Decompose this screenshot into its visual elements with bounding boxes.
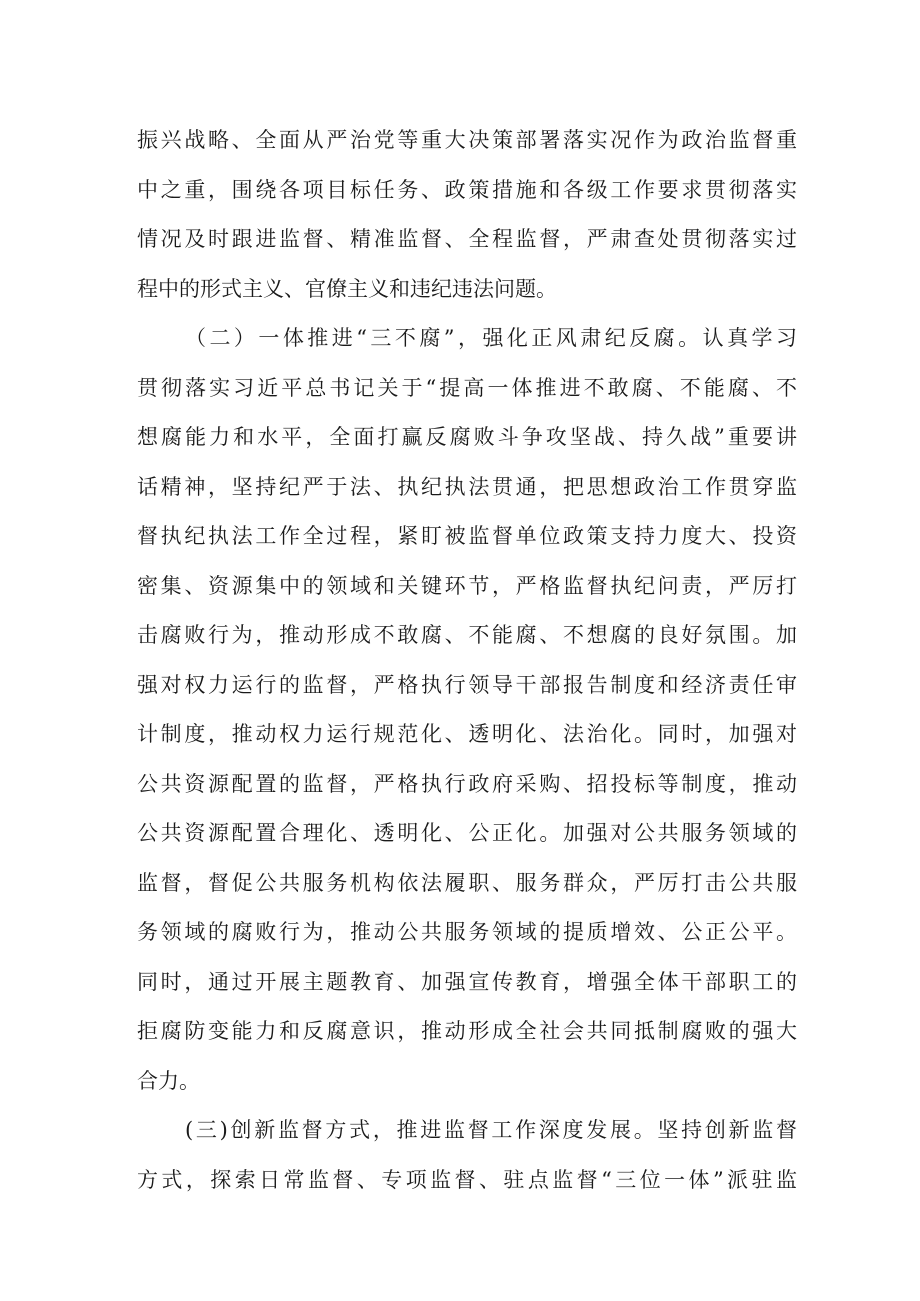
text-line: 合力。 (137, 1069, 200, 1093)
text-line: 密集、资源集中的领域和关键环节，严格监督执纪问责，严厉打 (137, 574, 797, 598)
text-line: 击腐败行为，推动形成不敢腐、不能腐、不想腐的良好氛围。加 (137, 623, 797, 647)
text-line: 中之重，围绕各项目标任务、政策措施和各级工作要求贯彻落实 (137, 178, 797, 202)
text-line: 想腐能力和水平，全面打赢反腐败斗争攻坚战、持久战”重要讲 (137, 425, 797, 449)
text-line: 督执纪执法工作全过程，紧盯被监督单位政策支持力度大、投资 (137, 524, 797, 548)
text-line: 贯彻落实习近平总书记关于“提高一体推进不敢腐、不能腐、不 (137, 376, 797, 400)
text-line: 公共资源配置的监督，严格执行政府采购、招投标等制度，推动 (137, 772, 797, 796)
section-heading-3: (三)创新监督方式，推进监督工作深度发展。坚持创新监督 (185, 1118, 797, 1142)
text-line: 情况及时跟进监督、精准监督、全程监督，严肃查处贯彻落实过 (137, 227, 797, 251)
text-line: 程中的形式主义、官僚主义和违纪违法问题。 (137, 277, 557, 301)
text-line: 拒腐防变能力和反腐意识，推动形成全社会共同抵制腐败的强大 (137, 1019, 797, 1043)
text-line: 监督，督促公共服务机构依法履职、服务群众，严厉打击公共服 (137, 871, 797, 895)
text-line: 方式，探索日常监督、专项监督、驻点监督“三位一体”派驻监 (137, 1168, 797, 1192)
text-line: 计制度，推动权力运行规范化、透明化、法治化。同时，加强对 (137, 722, 797, 746)
section-heading-2: （二）一体推进“三不腐”，强化正风肃纪反腐。认真学习 (185, 326, 797, 350)
text-line: 公共资源配置合理化、透明化、公正化。加强对公共服务领域的 (137, 821, 797, 845)
text-line: 强对权力运行的监督，严格执行领导干部报告制度和经济责任审 (137, 673, 797, 697)
text-line: 话精神，坚持纪严于法、执纪执法贯通，把思想政治工作贯穿监 (137, 475, 797, 499)
text-line: 务领域的腐败行为，推动公共服务领域的提质增效、公正公平。 (137, 920, 797, 944)
text-line: 同时，通过开展主题教育、加强宣传教育，增强全体干部职工的 (137, 970, 797, 994)
text-line: 振兴战略、全面从严治党等重大决策部署落实况作为政治监督重 (137, 128, 797, 152)
